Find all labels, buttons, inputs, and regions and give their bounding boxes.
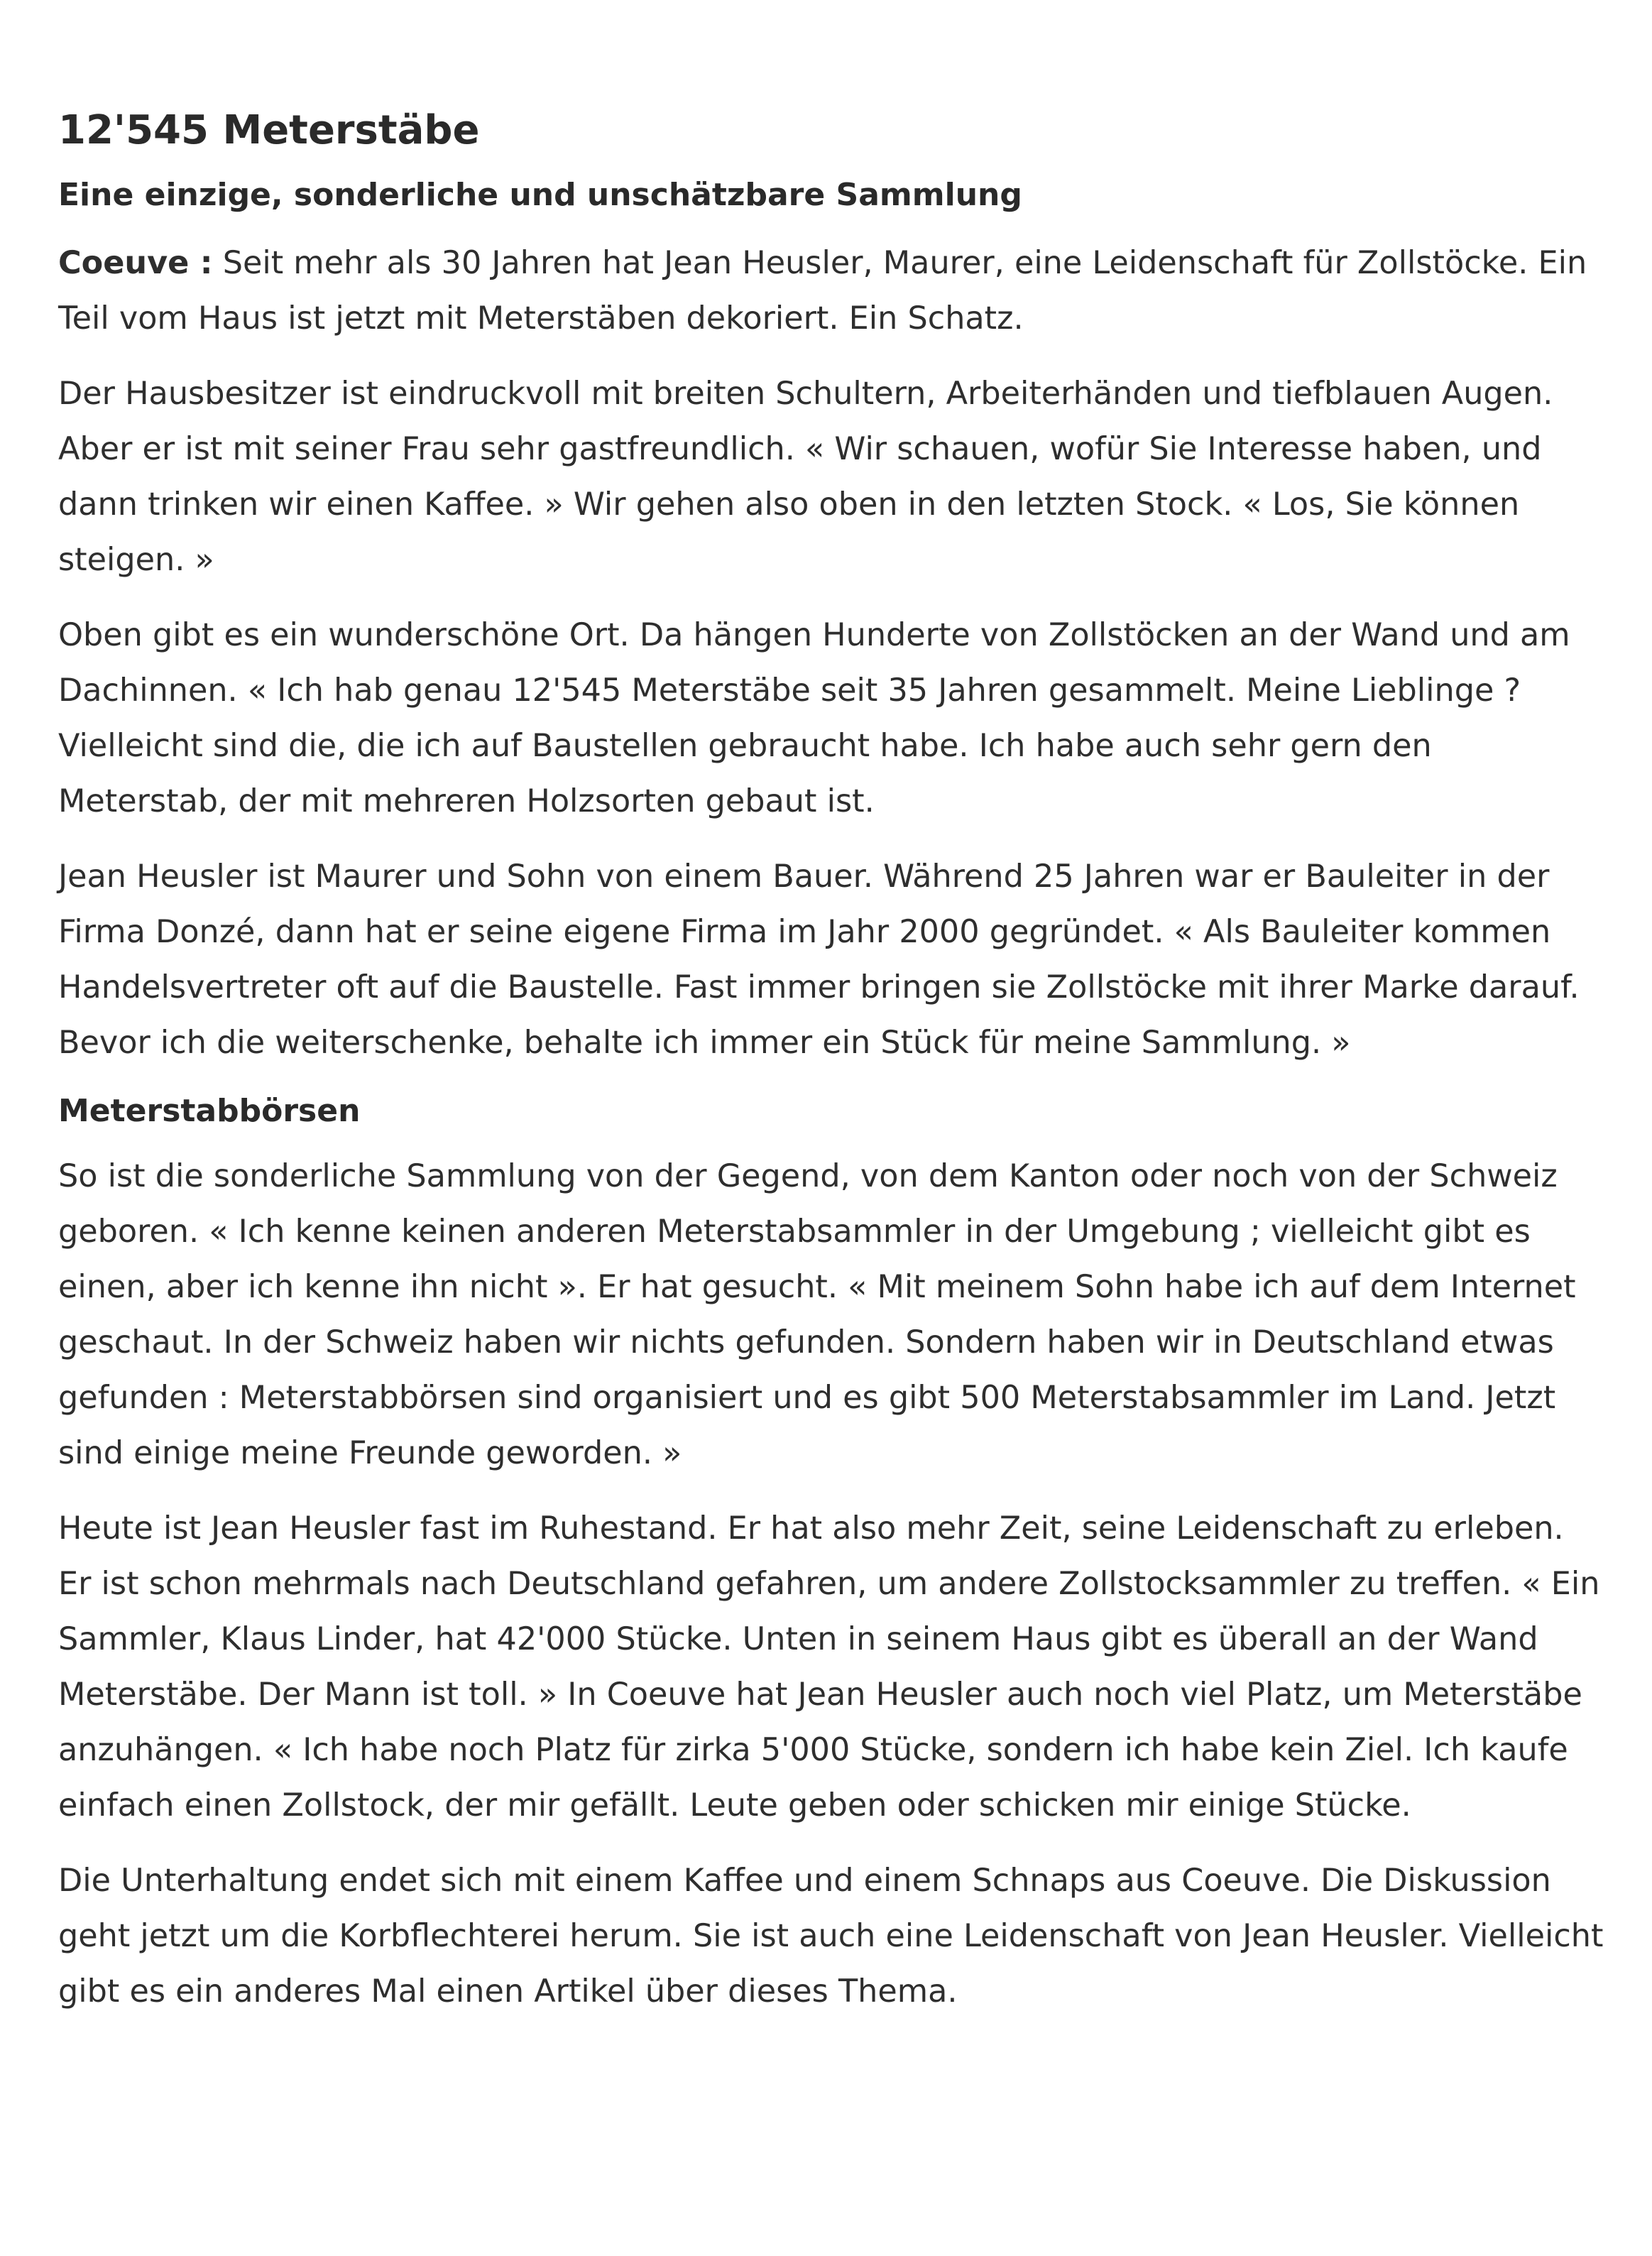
lead-paragraph bbox=[58, 236, 1606, 347]
lead-place: Coeuve : bbox=[58, 245, 213, 281]
paragraph-closing: Die Unterhaltung endet sich mit einem Kaffee und einem Schnaps aus Coeuve. Die Diskussion geht jetzt um die Korbflechterei herum. Sie ist auch eine Leidenschaft von Jean Heusler. Vielleicht gibt es ein anderes Mal einen Artikel über dieses Thema. bbox=[58, 1863, 1604, 2010]
paragraph-career: Jean Heusler ist Maurer und Sohn von einem Bauer. Während 25 Jahren war er Bauleiter in der Firma Donzé, dann hat er seine eigene Firma im Jahr 2000 gegründet. « Als Bauleiter kommen Handelsvertreter oft auf die Baustelle. Fast immer bringen sie Zollstöcke mit ihrer Marke darauf. Bevor ich die weiterschenke, behalte ich immer ein Stück für meine Sammlung. » bbox=[58, 859, 1580, 1061]
article bbox=[58, 107, 1606, 2039]
lead-text: Seit mehr als 30 Jahren hat Jean Heusler, Maurer, eine Leidenschaft für Zollstöcke. Ein Teil vom Haus ist jetzt mit Meterstäben dekoriert. Ein Schatz. bbox=[58, 245, 1587, 337]
section-heading: Meterstabbörsen bbox=[58, 1093, 361, 1129]
paragraph-origin: So ist die sonderliche Sammlung von der Gegend, von dem Kanton oder noch von der Schweiz geboren. « Ich kenne keinen anderen Meterstabsammler in der Umgebung ; vielleicht gibt es einen, aber ich kenne ihn nicht ». Er hat gesucht. « Mit meinem Sohn habe ich auf dem Internet geschaut. In der Schweiz haben wir nichts gefunden. Sondern haben wir in Deutschland etwas gefunden : Meterstabbörsen sind organisiert und es gibt 500 Meterstabsammler im Land. Jetzt sind einige meine Freunde geworden. » bbox=[58, 1158, 1576, 1471]
article-subtitle: Eine einzige, sonderliche und unschätzbare Sammlung bbox=[58, 177, 1022, 213]
paragraph-attic: Oben gibt es ein wunderschöne Ort. Da hängen Hunderte von Zollstöcken an der Wand und am Dachinnen. « Ich hab genau 12'545 Meterstäbe seit 35 Jahren gesammelt. Meine Lieblinge ? Vielleicht sind die, die ich auf Baustellen gebraucht habe. Ich habe auch sehr gern den Meterstab, der mit mehreren Holzsorten gebaut ist. bbox=[58, 617, 1570, 819]
article-title: 12'545 Meterstäbe bbox=[58, 107, 480, 153]
paragraph-host: Der Hausbesitzer ist eindruckvoll mit breiten Schultern, Arbeiterhänden und tiefblauen Augen. Aber er ist mit seiner Frau sehr gastfreundlich. « Wir schauen, wofür Sie Interesse haben, und dann trinken wir einen Kaffee. » Wir gehen also oben in den letzten Stock. « Los, Sie können steigen. » bbox=[58, 376, 1553, 578]
paragraph-retirement: Heute ist Jean Heusler fast im Ruhestand. Er hat also mehr Zeit, seine Leidenschaft zu erleben. Er ist schon mehrmals nach Deutschland gefahren, um andere Zollstocksammler zu treffen. « Ein Sammler, Klaus Linder, hat 42'000 Stücke. Unten in seinem Haus gibt es überall an der Wand Meterstäbe. Der Mann ist toll. » In Coeuve hat Jean Heusler auch noch viel Platz, um Meterstäbe anzuhängen. « Ich habe noch Platz für zirka 5'000 Stücke, sondern ich habe kein Ziel. Ich kaufe einfach einen Zollstock, der mir gefällt. Leute geben oder schicken mir einige Stücke. bbox=[58, 1510, 1600, 1824]
